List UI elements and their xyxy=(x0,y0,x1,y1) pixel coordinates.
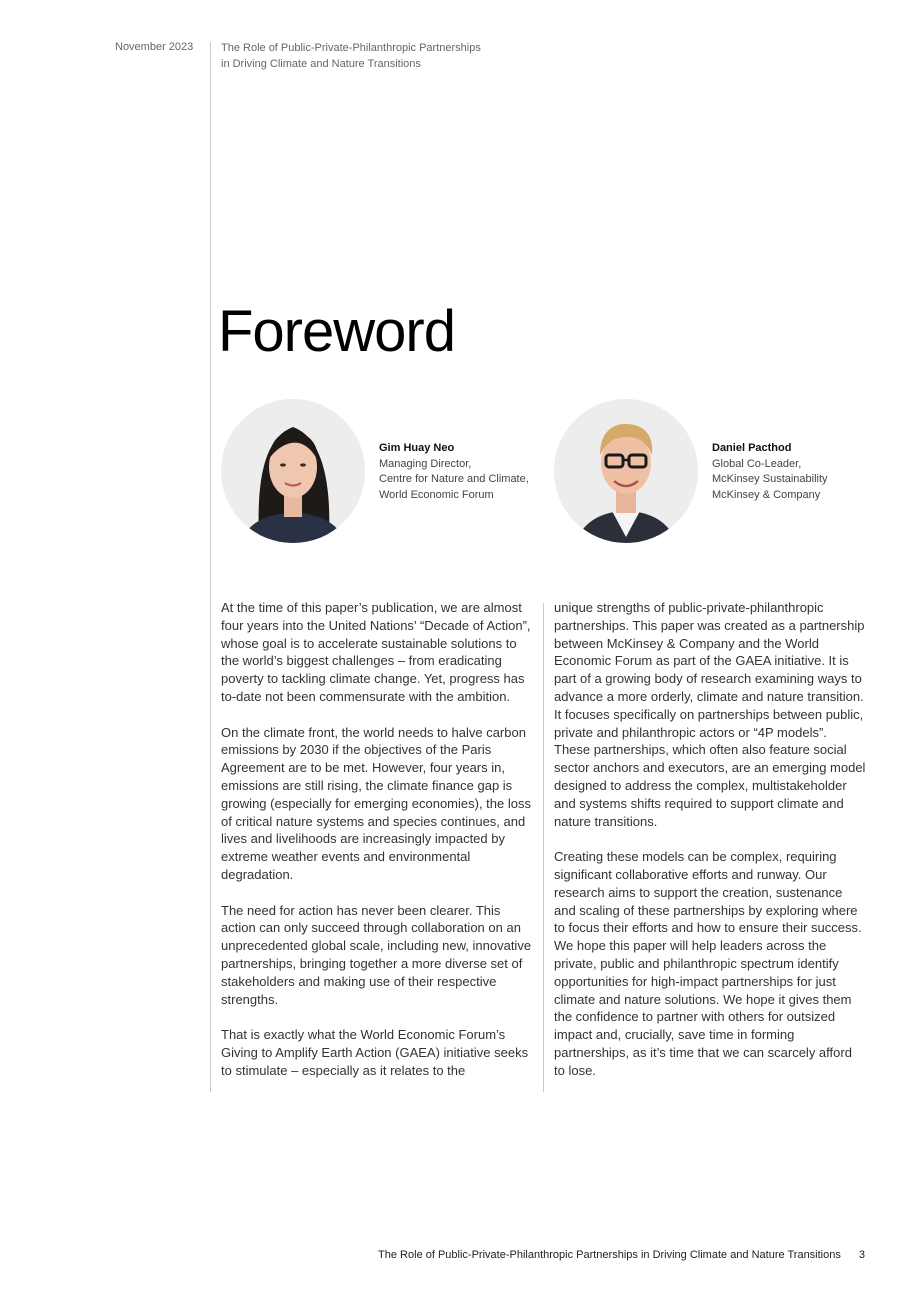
author-role-line1: Global Co-Leader, xyxy=(712,457,802,470)
author-photo-gim-huay-neo xyxy=(221,399,365,543)
page-number: 3 xyxy=(858,1249,865,1261)
body-column-right xyxy=(554,599,866,1097)
header-date: November 2023 xyxy=(115,41,194,53)
page-title: Foreword xyxy=(218,299,455,364)
paragraph: The need for action has never been clearer. This action can only succeed through collaboration on an unprecedented global scale, including new, innovative partnerships, bringing together a more diverse set of stakeholders and making use of their respective strengths. xyxy=(221,902,532,1007)
woman-portrait-icon xyxy=(221,399,365,543)
margin-rule xyxy=(210,42,211,1092)
body-column-left xyxy=(221,599,533,1097)
page-footer xyxy=(300,1249,865,1261)
paragraph: On the climate front, the world needs to halve carbon emissions by 2030 if the objectives of the Paris Agreement are to be met. However, four years in, emissions are still rising, the climate finance gap is growing (especially for emerging economies), the loss of critical nature systems and species continues, and lives and livelihoods are increasingly impacted by extreme weather events and environmental degradation. xyxy=(221,724,531,882)
author-role-line3: McKinsey & Company xyxy=(712,488,821,501)
author-photo-daniel-pacthod xyxy=(554,399,698,543)
author-card-2 xyxy=(712,441,882,503)
author-name: Daniel Pacthod xyxy=(712,442,792,454)
author-role-line2: McKinsey Sustainability xyxy=(712,473,828,485)
author-card-1 xyxy=(379,441,549,503)
author-role-line1: Managing Director, xyxy=(379,457,472,470)
header-title-line1: The Role of Public-Private-Philanthropic Partnerships xyxy=(221,42,481,54)
author-role-line3: World Economic Forum xyxy=(379,488,494,501)
header-title xyxy=(221,41,541,72)
footer-title: The Role of Public-Private-Philanthropic Partnerships in Driving Climate and Nature Transitions xyxy=(378,1249,841,1261)
paragraph: Creating these models can be complex, requiring significant collaborative efforts and runway. Our research aims to support the creation, sustenance and scaling of these partnerships by exploring where to focus their efforts and how to ensure their success. We hope this paper will help leaders across the private, public and philanthropic spectrum identify opportunities for high-impact partnerships for just climate and nature solutions. We hope it gives them the confidence to partner with others for outsized impact and, crucially, save time in forming partnerships, as it’s time that we can scarcely afford to lose. xyxy=(554,849,862,1078)
paragraph: unique strengths of public-private-philanthropic partnerships. This paper was created as a partnership between McKinsey & Company and the World Economic Forum as part of the GAEA initiative. It is part of a growing body of research examining ways to advance a more orderly, climate and nature transition. It focuses specifically on partnerships between public, private and philanthropic actors or “4P models”. These partnerships, which often also feature social sector anchors and executors, are an emerging model designed to address the complex, multistakeholder and systems shifts required to support climate and nature transitions. xyxy=(554,600,866,829)
author-role-line2: Centre for Nature and Climate, xyxy=(379,473,529,485)
column-divider xyxy=(543,603,544,1092)
paragraph: At the time of this paper’s publication, we are almost four years into the United Nations’ “Decade of Action”, whose goal is to accelerate sustainable solutions to the world’s biggest challenges – from eradicating poverty to tackling climate change. Yet, progress has to-date not been commensurate with the ambition. xyxy=(221,600,531,704)
man-portrait-icon xyxy=(554,399,698,543)
paragraph: That is exactly what the World Economic Forum’s Giving to Amplify Earth Action (GAEA) initiative seeks to stimulate – especially as it relates to the xyxy=(221,1027,529,1078)
author-name: Gim Huay Neo xyxy=(379,442,455,454)
header-title-line2: in Driving Climate and Nature Transitions xyxy=(221,57,421,70)
